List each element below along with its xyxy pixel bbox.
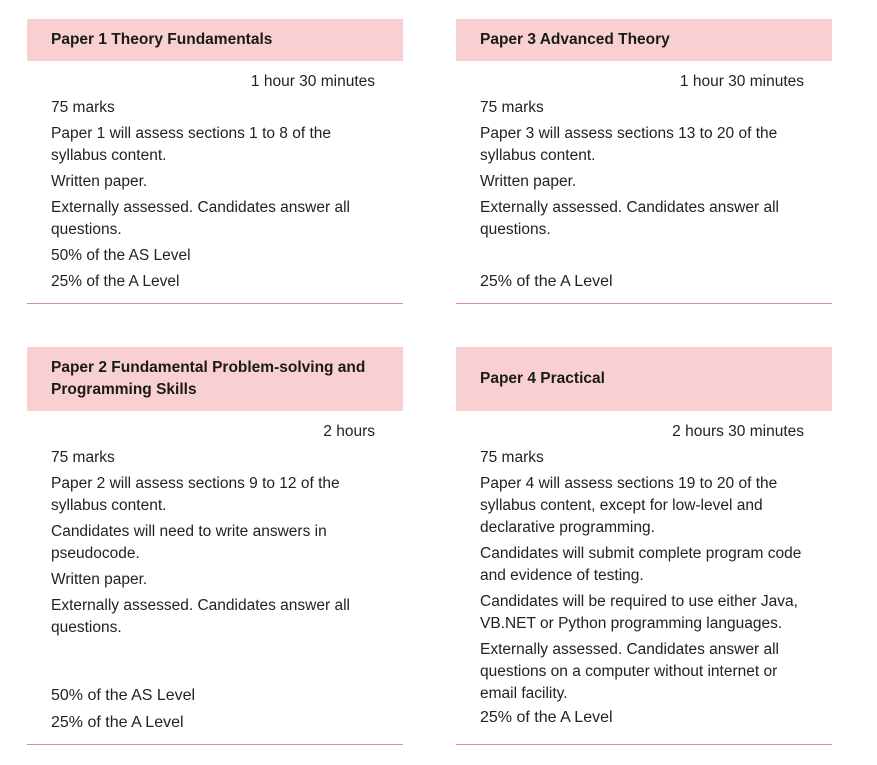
weighting-as: 50% of the AS Level (51, 687, 196, 704)
divider (27, 303, 403, 304)
description-line: Written paper. (480, 173, 577, 190)
description-line: Candidates will be required to use either Java, VB.NET or Python programming languages. (480, 593, 798, 632)
description-line: Paper 2 will assess sections 9 to 12 of the syllabus content. (51, 475, 340, 514)
description-line: Paper 3 will assess sections 13 to 20 of the syllabus content. (480, 125, 778, 164)
description-line: Written paper. (51, 173, 148, 190)
paper-3-card (456, 19, 832, 290)
description-line: Paper 1 will assess sections 1 to 8 of the syllabus content. (51, 125, 332, 164)
card-header (456, 19, 832, 61)
duration: 2 hours 30 minutes (672, 423, 804, 440)
card-title: Paper 2 Fundamental Problem-solving and Programming Skills (51, 359, 366, 398)
weighting-as: 50% of the AS Level (51, 247, 191, 264)
marks: 75 marks (480, 449, 544, 466)
divider (456, 303, 832, 304)
description-line: Paper 4 will assess sections 19 to 20 of the syllabus content, except for low-level and declarative programming. (480, 475, 778, 536)
marks: 75 marks (51, 99, 115, 116)
card-body (27, 61, 403, 293)
duration: 2 hours (323, 423, 375, 440)
card-body (456, 411, 832, 705)
paper-2-card (27, 347, 403, 731)
weighting-a: 25% of the A Level (480, 709, 613, 726)
card-title: Paper 1 Theory Fundamentals (51, 31, 273, 48)
description-line: Candidates will submit complete program code and evidence of testing. (480, 545, 802, 584)
description-line: Externally assessed. Candidates answer all questions. (51, 597, 350, 636)
description-line: Externally assessed. Candidates answer all questions. (51, 199, 350, 238)
card-body (456, 61, 832, 241)
description-line: Written paper. (51, 571, 148, 588)
duration: 1 hour 30 minutes (250, 73, 375, 90)
card-body (27, 411, 403, 639)
paper-1-card (27, 19, 403, 297)
divider (27, 744, 403, 745)
marks: 75 marks (51, 449, 115, 466)
marks: 75 marks (480, 99, 544, 116)
description-line: Candidates will need to write answers in pseudocode. (51, 523, 327, 562)
description-line: Externally assessed. Candidates answer all questions on a computer without internet or email facility. (480, 641, 779, 702)
card-header (27, 19, 403, 61)
card-title: Paper 4 Practical (480, 370, 605, 387)
description-line: Externally assessed. Candidates answer all questions. (480, 199, 779, 238)
paper-4-card (456, 347, 832, 726)
weighting-a: 25% of the A Level (51, 273, 180, 290)
divider (456, 744, 832, 745)
card-header (456, 347, 832, 411)
card-title: Paper 3 Advanced Theory (480, 31, 670, 48)
weighting-a: 25% of the A Level (51, 714, 184, 731)
weighting-a: 25% of the A Level (480, 273, 613, 290)
duration: 1 hour 30 minutes (679, 73, 804, 90)
card-header (27, 347, 403, 411)
